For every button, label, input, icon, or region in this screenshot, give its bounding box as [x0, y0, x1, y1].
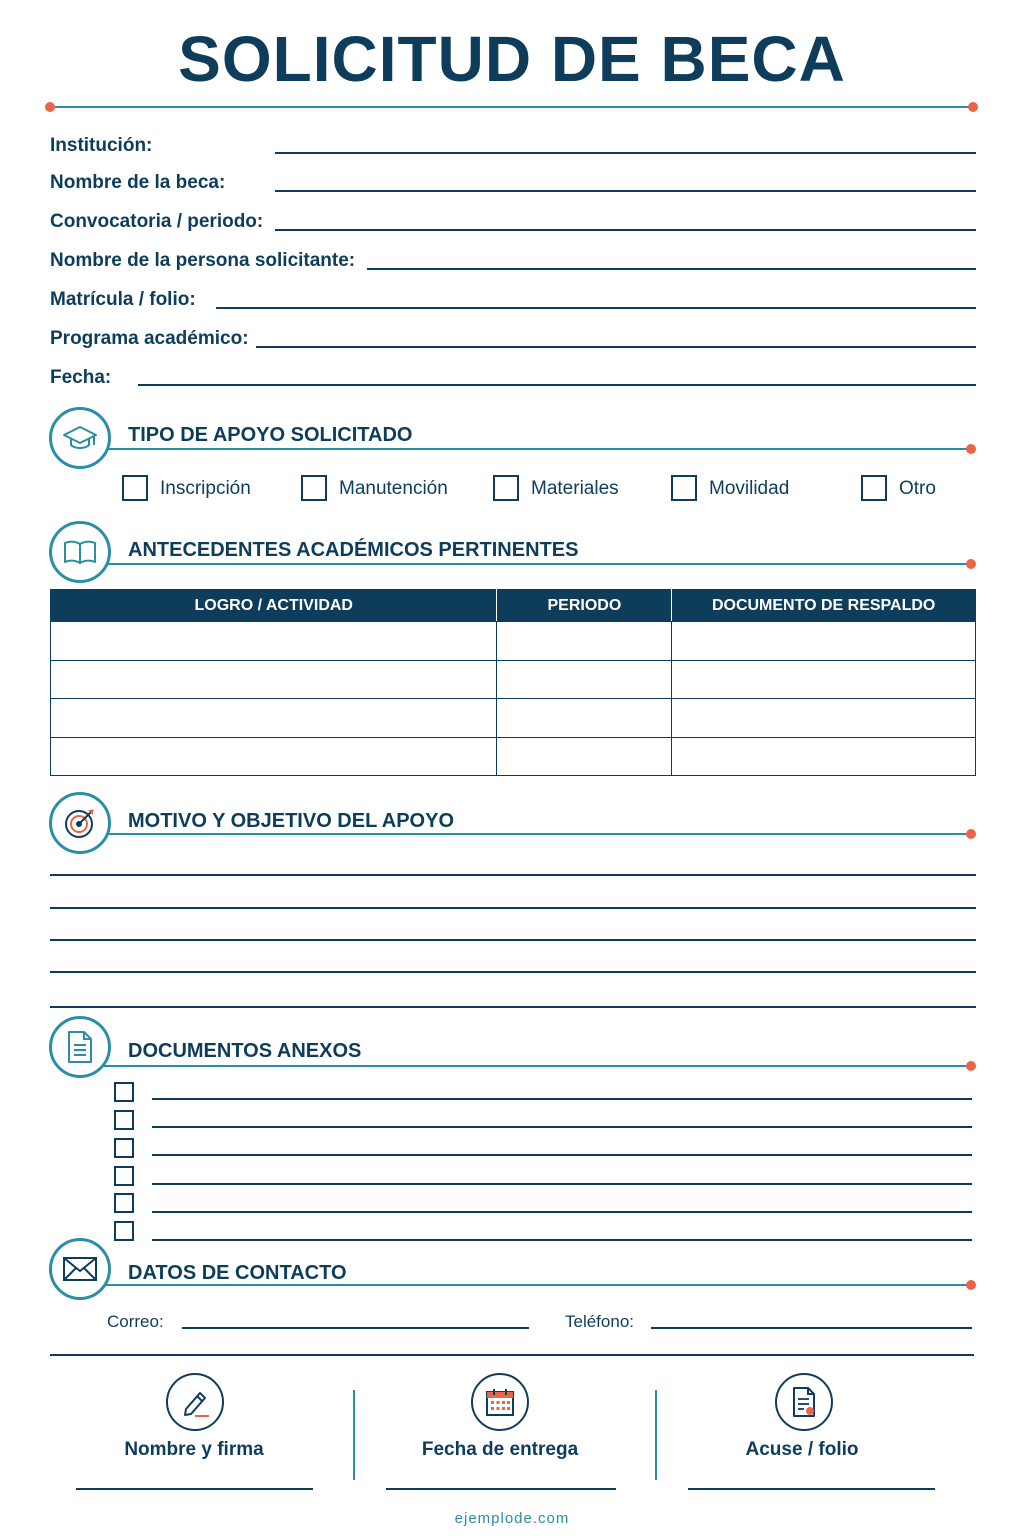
signature-separator [353, 1390, 355, 1480]
nombre-beca-label: Nombre de la beca: [50, 172, 226, 193]
documentos-section-rule [100, 1065, 968, 1067]
matricula-field[interactable] [216, 307, 976, 309]
manutencion-checkbox[interactable] [301, 475, 327, 501]
documento-line[interactable] [152, 1211, 972, 1213]
motivo-section-title: MOTIVO Y OBJETIVO DEL APOYO [128, 810, 454, 832]
documento-checkbox[interactable] [114, 1110, 134, 1130]
motivo-line[interactable] [50, 971, 976, 973]
tipo-section-title: TIPO DE APOYO SOLICITADO [128, 424, 413, 446]
motivo-line[interactable] [50, 874, 976, 876]
table-cell[interactable] [497, 660, 672, 699]
solicitante-field[interactable] [367, 268, 976, 270]
table-cell[interactable] [497, 699, 672, 738]
correo-label: Correo: [107, 1312, 164, 1331]
table-cell[interactable] [672, 622, 976, 661]
inscripcion-label: Inscripción [160, 478, 251, 499]
graduation-cap-icon [49, 407, 111, 469]
table-row [51, 660, 976, 699]
materiales-label: Materiales [531, 478, 619, 499]
telefono-label: Teléfono: [565, 1312, 634, 1331]
movilidad-checkbox[interactable] [671, 475, 697, 501]
contacto-section-title: DATOS DE CONTACTO [128, 1262, 347, 1284]
footer-website: ejemplode.com [454, 1510, 570, 1527]
antecedentes-section-title: ANTECEDENTES ACADÉMICOS PERTINENTES [128, 539, 579, 561]
motivo-line[interactable] [50, 1006, 976, 1008]
convocatoria-field[interactable] [275, 229, 976, 231]
nombre-beca-field[interactable] [275, 190, 976, 192]
programa-field[interactable] [256, 346, 976, 348]
signature-divider [50, 1354, 974, 1356]
table-cell[interactable] [497, 737, 672, 776]
convocatoria-label: Convocatoria / periodo: [50, 211, 264, 232]
motivo-line[interactable] [50, 939, 976, 941]
table-cell[interactable] [672, 660, 976, 699]
entrega-field[interactable] [386, 1488, 616, 1490]
tipo-section-rule [100, 448, 968, 450]
documento-line[interactable] [152, 1239, 972, 1241]
page-title: SOLICITUD DE BECA [178, 23, 846, 95]
movilidad-label: Movilidad [709, 478, 790, 499]
documento-checkbox[interactable] [114, 1221, 134, 1241]
correo-field[interactable] [182, 1327, 529, 1329]
title-rule [55, 106, 970, 108]
fecha-label: Fecha: [50, 367, 112, 388]
logro-header: LOGRO / ACTIVIDAD [51, 590, 497, 622]
title-rule-dot-left [45, 102, 55, 112]
envelope-icon [49, 1238, 111, 1300]
documento-line[interactable] [152, 1126, 972, 1128]
documento-checkbox[interactable] [114, 1193, 134, 1213]
documento-checkbox[interactable] [114, 1138, 134, 1158]
table-header-row [51, 590, 976, 622]
tipo-section-dot [966, 444, 976, 454]
periodo-header: PERIODO [497, 590, 672, 622]
institucion-label: Institución: [50, 135, 153, 156]
calendar-icon [471, 1373, 529, 1431]
manutencion-label: Manutención [339, 478, 448, 499]
acuse-label: Acuse / folio [745, 1439, 859, 1460]
contacto-section-dot [966, 1280, 976, 1290]
table-cell[interactable] [51, 699, 497, 738]
documento-line[interactable] [152, 1183, 972, 1185]
table-cell[interactable] [672, 699, 976, 738]
firma-label: Nombre y firma [124, 1439, 264, 1460]
receipt-icon [775, 1373, 833, 1431]
telefono-field[interactable] [651, 1327, 972, 1329]
documento-line[interactable] [152, 1098, 972, 1100]
institucion-field[interactable] [275, 152, 976, 154]
solicitante-label: Nombre de la persona solicitante: [50, 250, 356, 271]
table-cell[interactable] [51, 737, 497, 776]
motivo-section-rule [100, 833, 968, 835]
entrega-label: Fecha de entrega [421, 1439, 579, 1460]
otro-label: Otro [899, 478, 936, 499]
matricula-label: Matrícula / folio: [50, 289, 196, 310]
documentos-section-dot [966, 1061, 976, 1071]
table-row [51, 622, 976, 661]
target-icon [49, 792, 111, 854]
documento-checkbox[interactable] [114, 1166, 134, 1186]
programa-label: Programa académico: [50, 328, 249, 349]
signature-separator [655, 1390, 657, 1480]
motivo-line[interactable] [50, 907, 976, 909]
motivo-section-dot [966, 829, 976, 839]
documento-line[interactable] [152, 1154, 972, 1156]
table-row [51, 699, 976, 738]
open-book-icon [49, 521, 111, 583]
otro-checkbox[interactable] [861, 475, 887, 501]
acuse-field[interactable] [688, 1488, 935, 1490]
table-cell[interactable] [672, 737, 976, 776]
firma-field[interactable] [76, 1488, 313, 1490]
fecha-field[interactable] [138, 384, 976, 386]
materiales-checkbox[interactable] [493, 475, 519, 501]
documento-checkbox[interactable] [114, 1082, 134, 1102]
documentos-section-title: DOCUMENTOS ANEXOS [128, 1040, 362, 1062]
antecedentes-table [50, 589, 976, 776]
documento-header: DOCUMENTO DE RESPALDO [672, 590, 976, 622]
document-icon [49, 1016, 111, 1078]
antecedentes-section-rule [100, 563, 968, 565]
table-cell[interactable] [51, 660, 497, 699]
table-cell[interactable] [497, 622, 672, 661]
antecedentes-section-dot [966, 559, 976, 569]
table-cell[interactable] [51, 622, 497, 661]
title-rule-dot-right [968, 102, 978, 112]
inscripcion-checkbox[interactable] [122, 475, 148, 501]
pen-icon [166, 1373, 224, 1431]
table-row [51, 737, 976, 776]
